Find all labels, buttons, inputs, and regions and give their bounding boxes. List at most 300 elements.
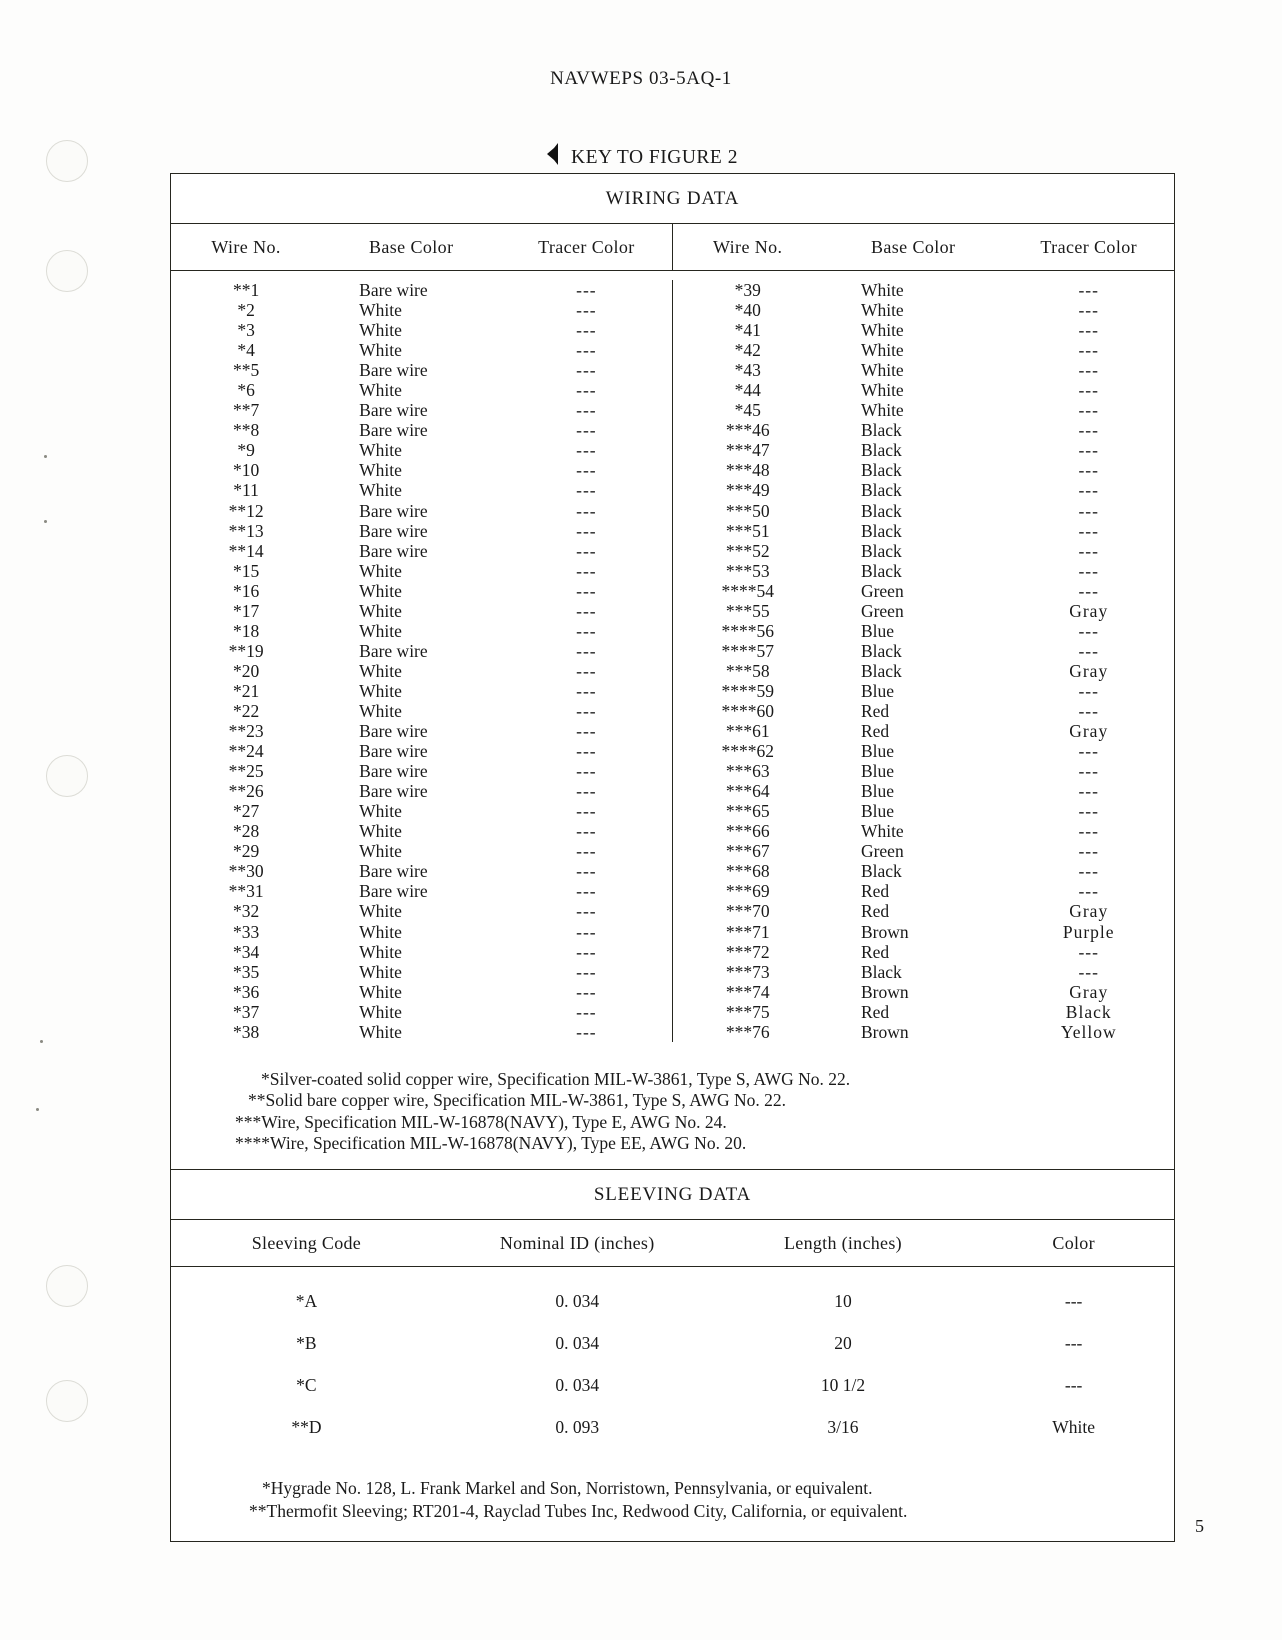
- cell-base-color: White: [359, 801, 402, 822]
- cell-base-color: Black: [860, 861, 902, 882]
- cell-wire-no: *38: [232, 1021, 260, 1042]
- header-color: Color: [1052, 1232, 1095, 1253]
- cell-length: 10 1/2: [820, 1375, 866, 1396]
- cell-base-color: Blue: [860, 741, 894, 762]
- cell-wire-no: ***72: [725, 941, 770, 962]
- cell-base-color: Bare wire: [359, 861, 428, 882]
- cell-wire-no: ****57: [721, 640, 774, 661]
- header-base-color: Base Color: [368, 237, 454, 257]
- cell-base-color: Bare wire: [359, 500, 428, 521]
- cell-wire-no: **25: [228, 761, 264, 782]
- header-sleeving-code: Sleeving Code: [251, 1232, 362, 1253]
- cell-wire-no: ***75: [725, 1001, 770, 1022]
- cell-wire-no: **1: [232, 280, 260, 300]
- cell-base-color: White: [359, 580, 402, 601]
- cell-wire-no: ***53: [725, 560, 770, 581]
- wiring-table-row: [673, 320, 1175, 340]
- cell-base-color: Blue: [860, 781, 894, 802]
- cell-tracer-color: ---: [576, 540, 597, 561]
- wiring-table-row: [673, 841, 1175, 861]
- cell-tracer-color: Gray: [1069, 721, 1109, 742]
- wiring-data-band-title: WIRING DATA: [171, 174, 1174, 224]
- wiring-table-row: [673, 581, 1175, 601]
- cell-base-color: White: [359, 680, 402, 701]
- cell-wire-no: **30: [228, 861, 264, 882]
- cell-wire-no: **26: [228, 781, 264, 802]
- wiring-table-row: [171, 400, 672, 420]
- cell-base-color: White: [359, 1001, 402, 1022]
- cell-tracer-color: ---: [1078, 680, 1099, 701]
- cell-base-color: Green: [860, 600, 904, 621]
- header-nominal-id: Nominal ID (inches): [499, 1232, 655, 1253]
- cell-base-color: Bare wire: [359, 520, 428, 541]
- cell-tracer-color: ---: [1078, 540, 1099, 561]
- cell-base-color: Bare wire: [359, 420, 428, 441]
- cell-wire-no: **31: [228, 881, 264, 902]
- cell-base-color: White: [359, 841, 402, 862]
- cell-tracer-color: ---: [576, 861, 597, 882]
- cell-base-color: Bare wire: [359, 640, 428, 661]
- cell-base-color: Green: [860, 580, 904, 601]
- cell-tracer-color: Gray: [1069, 981, 1109, 1002]
- cell-wire-no: *6: [237, 380, 255, 401]
- sleeving-column-headers: [171, 1220, 1174, 1267]
- cell-base-color: White: [359, 440, 402, 461]
- cell-tracer-color: ---: [576, 700, 597, 721]
- cell-base-color: White: [359, 620, 402, 641]
- cell-base-color: White: [860, 380, 904, 401]
- cell-length: 3/16: [827, 1417, 859, 1438]
- wiring-table-row: [171, 521, 672, 541]
- cell-tracer-color: ---: [576, 961, 597, 982]
- wiring-table-row: [673, 480, 1175, 500]
- cell-wire-no: *37: [232, 1001, 260, 1022]
- sleeving-footnotes: [171, 1465, 1174, 1541]
- cell-tracer-color: ---: [1078, 961, 1099, 982]
- cell-base-color: White: [359, 480, 402, 501]
- wiring-table-row: [673, 541, 1175, 561]
- wiring-table-row: [171, 982, 672, 1002]
- cell-wire-no: ****59: [721, 680, 774, 701]
- cell-base-color: Black: [860, 640, 902, 661]
- cell-tracer-color: ---: [576, 400, 597, 421]
- cell-base-color: Bare wire: [359, 721, 428, 742]
- cell-tracer-color: ---: [576, 660, 597, 681]
- cell-tracer-color: ---: [576, 340, 597, 361]
- wiring-table-row: [673, 721, 1175, 741]
- cell-tracer-color: ---: [1078, 520, 1099, 541]
- cell-tracer-color: ---: [576, 981, 597, 1002]
- cell-wire-no: ***70: [725, 901, 770, 922]
- wiring-footnote: **Solid bare copper wire, Specification MIL-W-3861, Type S, AWG No. 22.: [248, 1090, 786, 1111]
- cell-base-color: White: [359, 700, 402, 721]
- wiring-table-row: [673, 942, 1175, 962]
- cell-wire-no: **19: [228, 640, 264, 661]
- cell-base-color: Black: [860, 500, 902, 521]
- cell-wire-no: *41: [734, 320, 761, 341]
- cell-tracer-color: ---: [576, 801, 597, 822]
- cell-wire-no: ***47: [725, 440, 770, 461]
- cell-wire-no: *33: [232, 921, 260, 942]
- cell-sleeving-code: *A: [295, 1291, 318, 1312]
- wiring-table-row: [171, 380, 672, 400]
- cell-tracer-color: ---: [576, 761, 597, 782]
- cell-tracer-color: ---: [1078, 380, 1099, 401]
- cell-nominal-id: 0. 093: [555, 1417, 600, 1438]
- wiring-table-row: [673, 400, 1175, 420]
- cell-base-color: Blue: [860, 761, 894, 782]
- hole-punch-mark: [46, 1265, 88, 1307]
- cell-base-color: Red: [860, 881, 890, 902]
- cell-wire-no: **8: [232, 420, 260, 441]
- wiring-table-row: [171, 480, 672, 500]
- cell-tracer-color: ---: [576, 680, 597, 701]
- cell-sleeving-code: *C: [296, 1375, 317, 1396]
- cell-base-color: Black: [860, 660, 902, 681]
- cell-tracer-color: ---: [1078, 500, 1099, 521]
- cell-base-color: Blue: [860, 801, 894, 822]
- wiring-table-row: [673, 922, 1175, 942]
- cell-wire-no: ***74: [725, 981, 770, 1002]
- cell-base-color: White: [860, 300, 904, 321]
- wiring-table-row: [171, 300, 672, 320]
- cell-wire-no: ***76: [725, 1021, 770, 1042]
- cell-tracer-color: Black: [1065, 1001, 1112, 1022]
- cell-wire-no: ****60: [721, 700, 774, 721]
- cell-base-color: White: [359, 921, 402, 942]
- cell-wire-no: **7: [232, 400, 260, 421]
- cell-wire-no: ***49: [725, 480, 770, 501]
- cell-base-color: Black: [860, 520, 902, 541]
- cell-wire-no: ****56: [721, 620, 774, 641]
- cell-base-color: White: [359, 901, 402, 922]
- cell-wire-no: **5: [232, 360, 260, 381]
- sleeving-table-row: [171, 1407, 1174, 1449]
- cell-wire-no: *45: [734, 400, 761, 421]
- cell-base-color: White: [359, 300, 402, 321]
- cell-base-color: Red: [860, 1001, 890, 1022]
- wiring-table-row: [171, 501, 672, 521]
- wiring-table-row: [673, 962, 1175, 982]
- cell-tracer-color: ---: [576, 440, 597, 461]
- cell-wire-no: *15: [232, 560, 260, 581]
- cell-base-color: White: [359, 961, 402, 982]
- cell-base-color: Bare wire: [359, 400, 428, 421]
- cell-wire-no: ***55: [725, 600, 770, 621]
- wiring-left-column: [171, 280, 673, 1042]
- cell-tracer-color: ---: [1078, 560, 1099, 581]
- wiring-table-row: [171, 721, 672, 741]
- cell-tracer-color: ---: [576, 821, 597, 842]
- hole-punch-mark: [46, 755, 88, 797]
- cell-length: 20: [834, 1333, 852, 1354]
- wiring-table-row: [171, 621, 672, 641]
- cell-wire-no: ***68: [725, 861, 770, 882]
- cell-wire-no: *28: [232, 821, 260, 842]
- cell-tracer-color: ---: [576, 1021, 597, 1042]
- cell-tracer-color: ---: [576, 600, 597, 621]
- cell-color: ---: [1064, 1291, 1083, 1312]
- cell-tracer-color: ---: [576, 360, 597, 381]
- wiring-table-row: [171, 801, 672, 821]
- cell-tracer-color: ---: [576, 941, 597, 962]
- wiring-column-headers: [171, 224, 1174, 271]
- cell-tracer-color: ---: [1078, 761, 1099, 782]
- sleeving-data-band-title: SLEEVING DATA: [171, 1170, 1174, 1220]
- cell-tracer-color: ---: [576, 380, 597, 401]
- cell-nominal-id: 0. 034: [555, 1375, 600, 1396]
- header-base-color: Base Color: [870, 237, 956, 257]
- cell-tracer-color: ---: [576, 560, 597, 581]
- cell-base-color: Red: [860, 941, 890, 962]
- wiring-table-row: [673, 521, 1175, 541]
- cell-wire-no: ****62: [721, 741, 774, 762]
- cell-base-color: Blue: [860, 680, 894, 701]
- wiring-table-row: [171, 701, 672, 721]
- cell-tracer-color: ---: [1078, 460, 1099, 481]
- cell-wire-no: ***50: [725, 500, 770, 521]
- wiring-table-row: [171, 460, 672, 480]
- sleeving-table-row: [171, 1365, 1174, 1407]
- cell-nominal-id: 0. 034: [555, 1291, 600, 1312]
- cell-base-color: Black: [860, 560, 902, 581]
- document-header-title: NAVWEPS 03-5AQ-1: [550, 68, 732, 89]
- cell-wire-no: ***69: [725, 881, 770, 902]
- wiring-table-row: [673, 1022, 1175, 1042]
- cell-base-color: White: [359, 941, 402, 962]
- cell-base-color: Red: [860, 901, 890, 922]
- cell-base-color: Red: [860, 721, 890, 742]
- cell-tracer-color: ---: [576, 580, 597, 601]
- cell-tracer-color: ---: [576, 480, 597, 501]
- cell-tracer-color: ---: [576, 320, 597, 341]
- cell-tracer-color: Gray: [1069, 901, 1109, 922]
- wiring-table-row: [673, 741, 1175, 761]
- cell-tracer-color: ---: [1078, 821, 1099, 842]
- cell-wire-no: **24: [228, 741, 264, 762]
- cell-tracer-color: ---: [576, 620, 597, 641]
- cell-tracer-color: ---: [1078, 280, 1099, 300]
- cell-base-color: White: [860, 280, 904, 300]
- wiring-table-row: [171, 781, 672, 801]
- cell-wire-no: *10: [232, 460, 260, 481]
- cell-tracer-color: Purple: [1062, 921, 1115, 942]
- key-data-table: [170, 173, 1175, 1542]
- wiring-table-row: [171, 1002, 672, 1022]
- wiring-table-row: [171, 1022, 672, 1042]
- cell-base-color: White: [359, 660, 402, 681]
- cell-wire-no: ***71: [725, 921, 770, 942]
- cell-base-color: Bare wire: [359, 540, 428, 561]
- cell-base-color: White: [359, 1021, 402, 1042]
- cell-wire-no: *40: [734, 300, 761, 321]
- wiring-table-row: [171, 541, 672, 561]
- cell-base-color: Bare wire: [359, 881, 428, 902]
- cell-wire-no: *16: [232, 580, 260, 601]
- page-speck: [44, 520, 47, 523]
- cell-wire-no: ***63: [725, 761, 770, 782]
- cell-base-color: Brown: [860, 921, 909, 942]
- wiring-table-row: [673, 1002, 1175, 1022]
- cell-base-color: Black: [860, 961, 902, 982]
- cell-tracer-color: ---: [576, 420, 597, 441]
- hole-punch-mark: [46, 250, 88, 292]
- cell-wire-no: *42: [734, 340, 761, 361]
- cell-base-color: Red: [860, 700, 890, 721]
- cell-tracer-color: ---: [1078, 741, 1099, 762]
- cell-tracer-color: ---: [1078, 801, 1099, 822]
- cell-tracer-color: ---: [1078, 620, 1099, 641]
- wiring-table-row: [171, 360, 672, 380]
- cell-wire-no: *17: [232, 600, 260, 621]
- cell-sleeving-code: **D: [291, 1417, 322, 1438]
- cell-wire-no: ***58: [725, 660, 770, 681]
- wiring-table-row: [673, 801, 1175, 821]
- cell-tracer-color: ---: [1078, 440, 1099, 461]
- sleeving-footnote: **Thermofit Sleeving; RT201-4, Rayclad Tubes Inc, Redwood City, California, or equivalent.: [249, 1500, 908, 1521]
- wiring-table-row: [171, 420, 672, 440]
- page-speck: [44, 455, 47, 458]
- wiring-table-row: [673, 420, 1175, 440]
- cell-base-color: Black: [860, 480, 902, 501]
- cell-wire-no: **23: [228, 721, 264, 742]
- cell-tracer-color: ---: [576, 460, 597, 481]
- wiring-footnotes: [171, 1052, 1174, 1170]
- wiring-table-row: [171, 761, 672, 781]
- cell-wire-no: *44: [734, 380, 761, 401]
- cell-base-color: White: [359, 600, 402, 621]
- cell-base-color: Brown: [860, 1021, 909, 1042]
- key-to-figure-line: [0, 143, 1282, 171]
- wiring-table-row: [171, 841, 672, 861]
- cell-tracer-color: ---: [576, 640, 597, 661]
- sleeving-data-body: [171, 1267, 1174, 1465]
- cell-base-color: Brown: [860, 981, 909, 1002]
- wiring-table-row: [673, 861, 1175, 881]
- cell-tracer-color: ---: [576, 500, 597, 521]
- wiring-table-row: [171, 280, 672, 300]
- header-tracer-color: Tracer Color: [538, 237, 635, 257]
- wiring-table-row: [673, 340, 1175, 360]
- cell-base-color: Bare wire: [359, 741, 428, 762]
- wiring-table-row: [673, 440, 1175, 460]
- cell-wire-no: *36: [232, 981, 260, 1002]
- cell-base-color: White: [860, 340, 904, 361]
- cell-tracer-color: ---: [1078, 420, 1099, 441]
- cell-base-color: White: [359, 320, 402, 341]
- cell-tracer-color: ---: [1078, 360, 1099, 381]
- cell-sleeving-code: *B: [296, 1333, 317, 1354]
- cell-wire-no: *22: [232, 700, 260, 721]
- wiring-table-row: [673, 821, 1175, 841]
- cell-tracer-color: ---: [576, 881, 597, 902]
- wiring-table-row: [171, 641, 672, 661]
- cell-base-color: White: [359, 821, 402, 842]
- cell-wire-no: ***64: [725, 781, 770, 802]
- wiring-right-column: [673, 280, 1175, 1042]
- cell-color: White: [1052, 1417, 1096, 1438]
- wiring-table-row: [673, 661, 1175, 681]
- page-speck: [36, 1108, 39, 1111]
- cell-base-color: White: [359, 560, 402, 581]
- sleeving-table-row: [171, 1323, 1174, 1365]
- cell-tracer-color: Gray: [1069, 600, 1109, 621]
- cell-wire-no: *43: [734, 360, 761, 381]
- wiring-headers-left-half: [171, 224, 673, 270]
- cell-base-color: White: [860, 320, 904, 341]
- cell-wire-no: *2: [237, 300, 255, 321]
- cell-base-color: Blue: [860, 620, 894, 641]
- wiring-headers-right-half: [673, 224, 1175, 270]
- cell-nominal-id: 0. 034: [555, 1333, 600, 1354]
- cell-tracer-color: ---: [1078, 781, 1099, 802]
- wiring-data-body: [171, 271, 1174, 1052]
- wiring-table-row: [171, 901, 672, 921]
- cell-tracer-color: ---: [576, 300, 597, 321]
- wiring-table-row: [171, 340, 672, 360]
- cell-wire-no: *34: [232, 941, 260, 962]
- header-wire-no: Wire No.: [712, 237, 783, 257]
- cell-wire-no: *3: [237, 320, 255, 341]
- wiring-table-row: [171, 962, 672, 982]
- cell-base-color: Black: [860, 440, 902, 461]
- wiring-table-row: [673, 501, 1175, 521]
- cell-tracer-color: ---: [576, 841, 597, 862]
- wiring-table-row: [673, 701, 1175, 721]
- cell-tracer-color: ---: [576, 781, 597, 802]
- wiring-table-row: [673, 982, 1175, 1002]
- cell-tracer-color: ---: [1078, 480, 1099, 501]
- cell-wire-no: *21: [232, 680, 260, 701]
- cell-base-color: Bare wire: [359, 761, 428, 782]
- wiring-table-row: [171, 942, 672, 962]
- cell-tracer-color: ---: [1078, 941, 1099, 962]
- cell-base-color: Black: [860, 460, 902, 481]
- cell-base-color: White: [359, 380, 402, 401]
- key-to-figure-label: KEY TO FIGURE 2: [571, 147, 738, 168]
- cell-tracer-color: ---: [576, 520, 597, 541]
- cell-length: 10: [834, 1291, 852, 1312]
- cell-base-color: White: [860, 400, 904, 421]
- wiring-table-row: [171, 320, 672, 340]
- wiring-table-row: [673, 561, 1175, 581]
- wiring-table-row: [171, 561, 672, 581]
- header-length: Length (inches): [783, 1232, 902, 1253]
- cell-base-color: Green: [860, 841, 904, 862]
- wiring-table-row: [171, 861, 672, 881]
- wiring-table-row: [673, 781, 1175, 801]
- cell-color: ---: [1064, 1375, 1083, 1396]
- wiring-table-row: [171, 881, 672, 901]
- wiring-table-row: [673, 761, 1175, 781]
- cell-wire-no: *35: [232, 961, 260, 982]
- cell-tracer-color: ---: [1078, 300, 1099, 321]
- cell-base-color: Bare wire: [359, 280, 428, 300]
- wiring-table-row: [673, 621, 1175, 641]
- hole-punch-mark: [46, 1380, 88, 1422]
- cell-wire-no: *4: [237, 340, 255, 361]
- wiring-table-row: [171, 922, 672, 942]
- cell-base-color: White: [860, 360, 904, 381]
- cell-wire-no: ***67: [725, 841, 770, 862]
- cell-tracer-color: ---: [576, 721, 597, 742]
- wiring-footnote: *Silver-coated solid copper wire, Specification MIL-W-3861, Type S, AWG No. 22.: [261, 1068, 851, 1089]
- cell-wire-no: ***66: [725, 821, 770, 842]
- wiring-table-row: [673, 360, 1175, 380]
- cell-wire-no: *11: [233, 480, 259, 501]
- cell-wire-no: ***51: [725, 520, 770, 541]
- cell-wire-no: *9: [237, 440, 255, 461]
